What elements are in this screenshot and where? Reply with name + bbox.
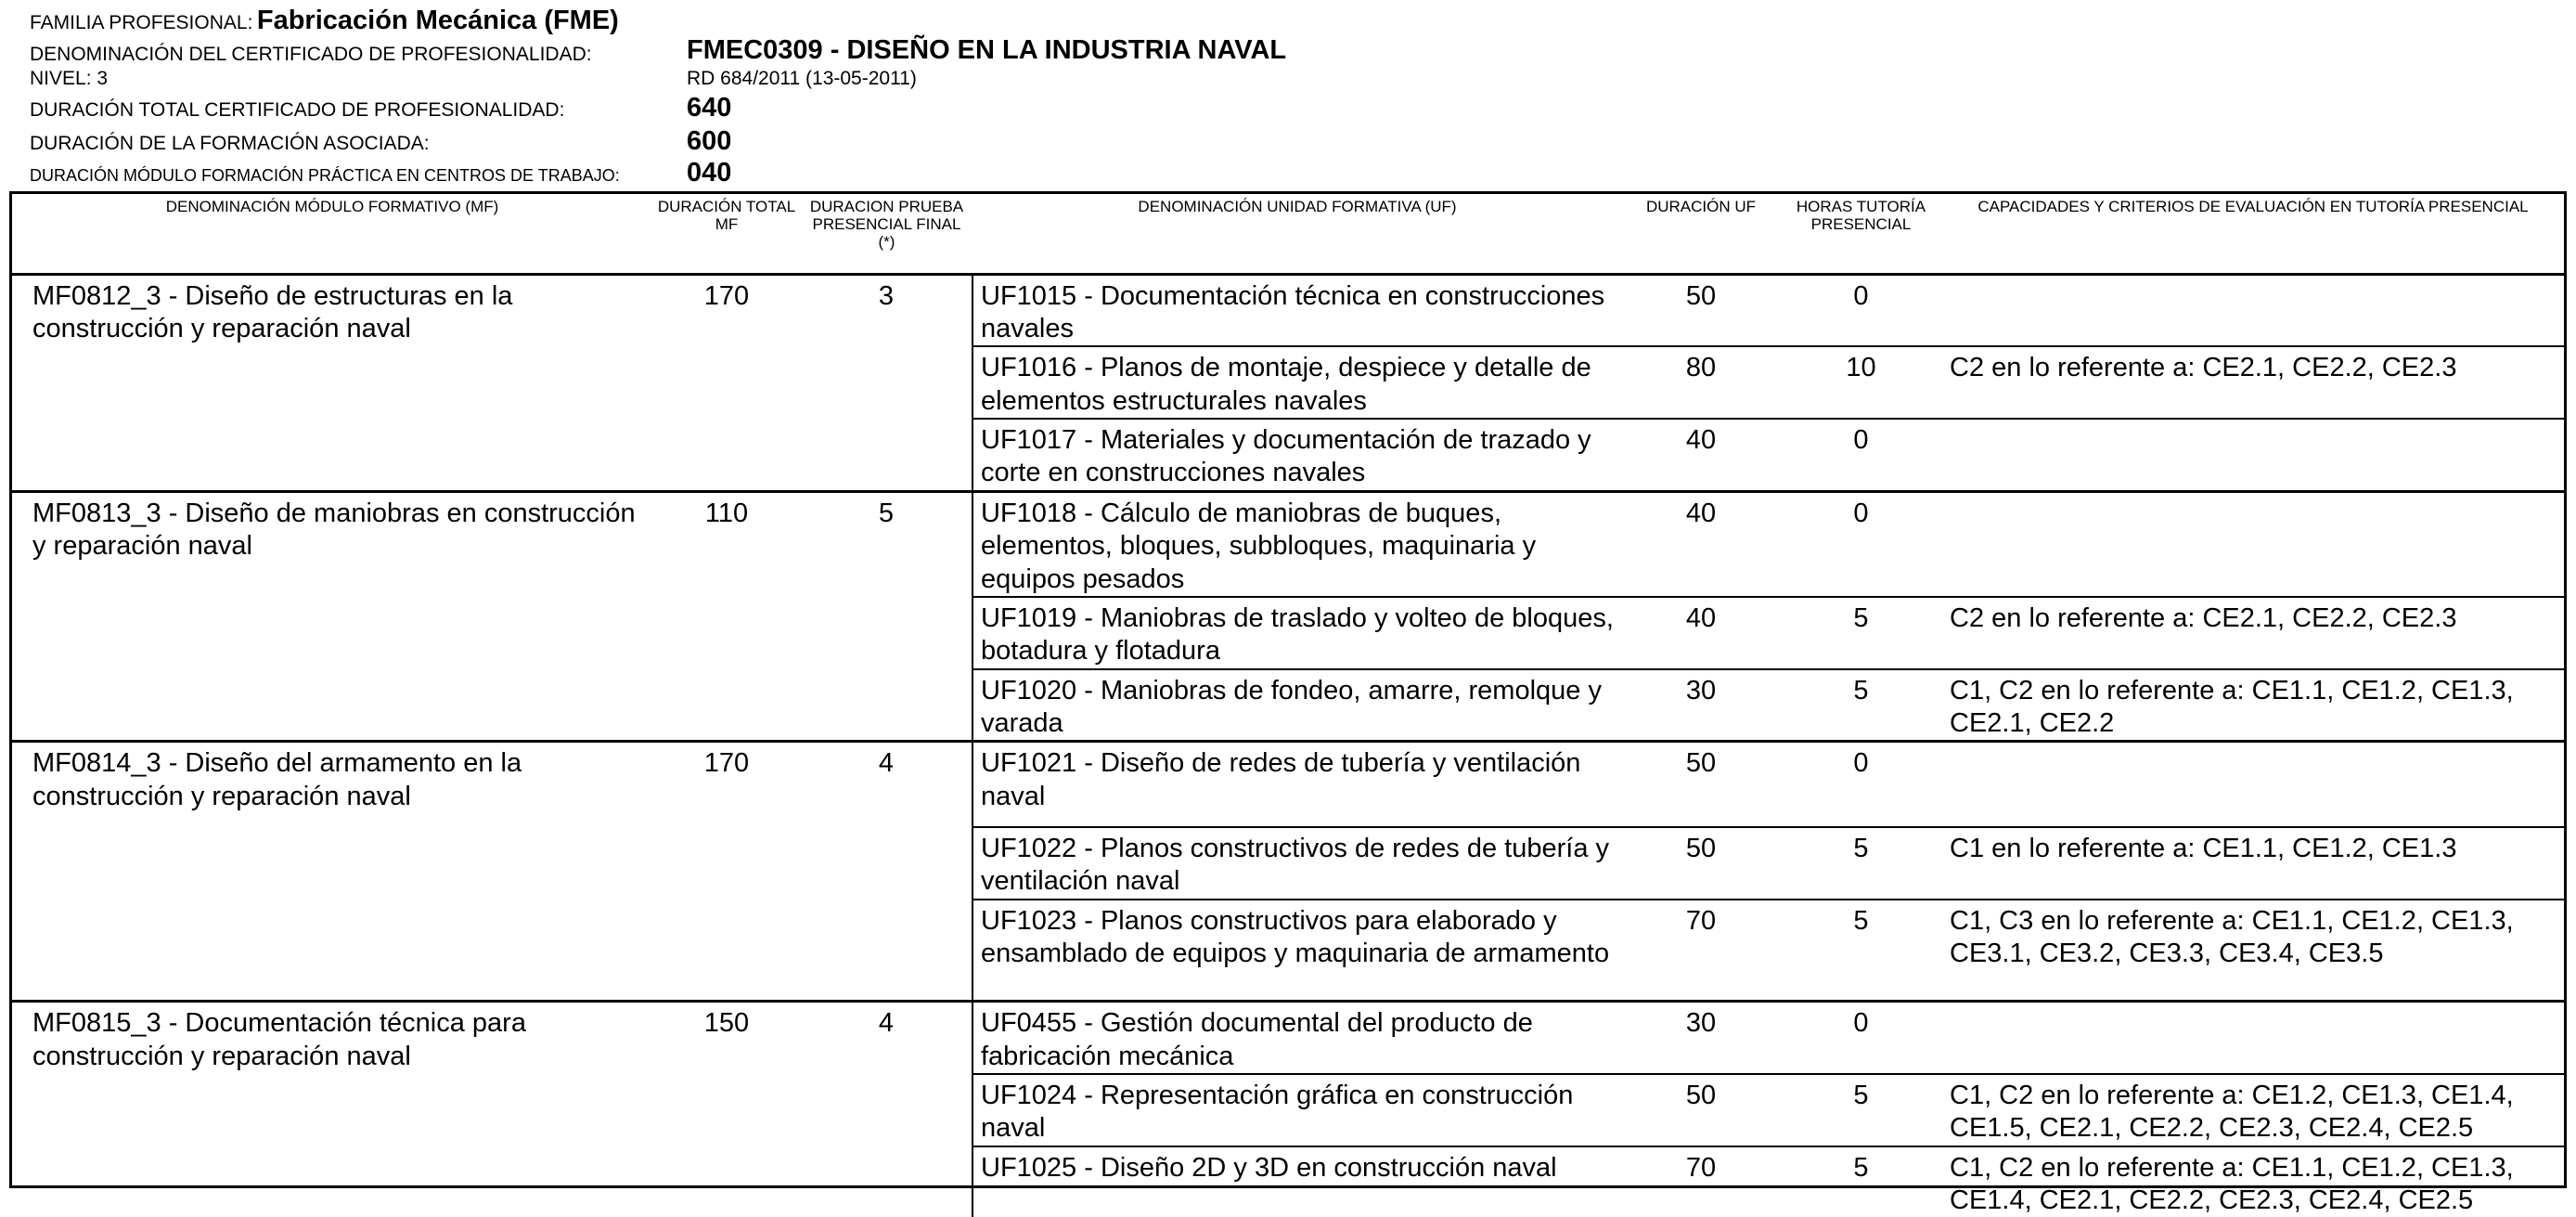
module-prueba: 5	[801, 491, 972, 742]
table-row	[12, 1002, 2564, 1074]
unit-capacidades	[1942, 274, 2564, 346]
unit-capacidades	[1942, 742, 2564, 827]
unit-capacidades: C2 en lo referente a: CE2.1, CE2.2, CE2.3	[1942, 346, 2564, 419]
unit-horas: 0	[1780, 491, 1942, 597]
col-header-mf: DENOMINACIÓN MÓDULO FORMATIVO (MF)	[165, 198, 499, 215]
unit-name: UF1018 - Cálculo de maniobras de buques, elementos, bloques, subbloques, maquinaria y equipos pesados	[972, 491, 1622, 597]
unit-duracion: 50	[1622, 827, 1780, 900]
unit-name: UF1019 - Maniobras de traslado y volteo de bloques, botadura y flotadura	[972, 597, 1622, 669]
familia-label: FAMILIA PROFESIONAL:	[30, 12, 253, 33]
unit-horas: 5	[1780, 597, 1942, 669]
table-row	[12, 742, 2564, 827]
unit-capacidades: C1 en lo referente a: CE1.1, CE1.2, CE1.3	[1942, 827, 2564, 900]
unit-name: UF1025 - Diseño 2D y 3D en construcción naval	[972, 1146, 1622, 1217]
unit-capacidades: C1, C3 en lo referente a: CE1.1, CE1.2, CE1.3, CE3.1, CE3.2, CE3.3, CE3.4, CE3.5	[1942, 900, 2564, 1002]
module-name: MF0815_3 - Documentación técnica para construcción y reparación naval	[12, 1002, 652, 1217]
duracion-formacion-label: DURACIÓN DE LA FORMACIÓN ASOCIADA:	[30, 133, 430, 154]
unit-name: UF1020 - Maniobras de fondeo, amarre, remolque y varada	[972, 669, 1622, 742]
modules-table-frame	[9, 191, 2567, 1215]
unit-capacidades	[1942, 1002, 2564, 1074]
unit-horas: 10	[1780, 346, 1942, 419]
module-total: 150	[652, 1002, 801, 1217]
denominacion-value: FMEC0309 - DISEÑO EN LA INDUSTRIA NAVAL	[687, 35, 1287, 65]
unit-horas: 0	[1780, 742, 1942, 827]
unit-name: UF0455 - Gestión documental del producto de fabricación mecánica	[972, 1002, 1622, 1074]
module-name: MF0813_3 - Diseño de maniobras en construcción y reparación naval	[12, 491, 652, 742]
unit-horas: 5	[1780, 900, 1942, 1002]
module-name: MF0812_3 - Diseño de estructuras en la construcción y reparación naval	[32, 280, 513, 343]
unit-name: UF1016 - Planos de montaje, despiece y detalle de elementos estructurales navales	[972, 346, 1622, 419]
duracion-formacion-value: 600	[687, 126, 732, 156]
unit-horas: 5	[1780, 1074, 1942, 1146]
unit-duracion: 70	[1622, 900, 1780, 1002]
unit-capacidades: C2 en lo referente a: CE2.1, CE2.2, CE2.3	[1942, 597, 2564, 669]
unit-name: UF1017 - Materiales y documentación de trazado y corte en construcciones navales	[972, 419, 1622, 491]
module-prueba: 4	[801, 742, 972, 1002]
col-header-total-mf: DURACIÓN TOTAL MF	[657, 198, 796, 234]
col-header-prueba: DURACION PRUEBA PRESENCIAL FINAL (*)	[809, 198, 964, 252]
unit-duracion: 40	[1622, 491, 1780, 597]
unit-capacidades	[1942, 491, 2564, 597]
unit-capacidades	[1942, 419, 2564, 491]
col-header-duracion-uf: DURACIÓN UF	[1645, 198, 1757, 215]
unit-horas: 5	[1780, 669, 1942, 742]
duracion-practica-label: DURACIÓN MÓDULO FORMACIÓN PRÁCTICA EN CENTROS DE TRABAJO:	[30, 166, 620, 185]
unit-name: UF1024 - Representación gráfica en construcción naval	[972, 1074, 1622, 1146]
module-total: 110	[652, 491, 801, 742]
unit-capacidades: C1, C2 en lo referente a: CE1.2, CE1.3, CE1.4, CE1.5, CE2.1, CE2.2, CE2.3, CE2.4, CE2.5	[1942, 1074, 2564, 1146]
unit-duracion: 40	[1622, 419, 1780, 491]
table-row	[12, 491, 2564, 597]
unit-name: UF1023 - Planos constructivos para elaborado y ensamblado de equipos y maquinaria de armamento	[972, 900, 1622, 1002]
unit-capacidades: C1, C2 en lo referente a: CE1.1, CE1.2, CE1.3, CE2.1, CE2.2	[1942, 669, 2564, 742]
unit-capacidades: C1, C2 en lo referente a: CE1.1, CE1.2, CE1.3, CE1.4, CE2.1, CE2.2, CE2.3, CE2.4, CE2.5	[1942, 1146, 2564, 1217]
unit-duracion: 40	[1622, 597, 1780, 669]
table-header-row	[12, 194, 2564, 274]
unit-duracion: 80	[1622, 346, 1780, 419]
unit-horas: 0	[1853, 280, 1869, 311]
duracion-total-value: 640	[687, 93, 732, 123]
unit-duracion: 50	[1685, 280, 1717, 311]
unit-duracion: 50	[1622, 1074, 1780, 1146]
modules-table	[12, 194, 2564, 1217]
nivel-label: NIVEL: 3	[30, 68, 109, 89]
module-prueba: 4	[801, 1002, 972, 1217]
unit-horas: 0	[1780, 419, 1942, 491]
unit-name: UF1015 - Documentación técnica en construcciones navales	[972, 274, 1622, 346]
denominacion-label: DENOMINACIÓN DEL CERTIFICADO DE PROFESIONALIDAD:	[30, 44, 592, 65]
table-row	[12, 274, 2564, 346]
unit-duracion: 30	[1622, 1002, 1780, 1074]
unit-horas: 5	[1780, 1146, 1942, 1217]
rd-value: RD 684/2011 (13-05-2011)	[687, 68, 917, 89]
unit-duracion: 70	[1622, 1146, 1780, 1217]
col-header-uf: DENOMINACIÓN UNIDAD FORMATIVA (UF)	[1138, 198, 1457, 215]
col-header-horas-tutoria: HORAS TUTORÍA PRESENCIAL	[1796, 198, 1926, 234]
familia-line	[30, 7, 619, 34]
unit-horas: 5	[1780, 827, 1942, 900]
col-header-capacidades: CAPACIDADES Y CRITERIOS DE EVALUACIÓN EN TUTORÍA PRESENCIAL	[1977, 198, 2529, 215]
unit-duracion: 30	[1622, 669, 1780, 742]
unit-duracion: 50	[1622, 742, 1780, 827]
module-name: MF0814_3 - Diseño del armamento en la construcción y reparación naval	[12, 742, 652, 1002]
unit-horas: 0	[1780, 1002, 1942, 1074]
module-total: 170	[652, 742, 801, 1002]
module-total: 170	[703, 280, 750, 311]
familia-value: Fabricación Mecánica (FME)	[256, 6, 619, 35]
duracion-practica-value: 040	[687, 158, 732, 188]
unit-name: UF1021 - Diseño de redes de tubería y ventilación naval	[972, 742, 1622, 827]
module-prueba: 3	[878, 280, 895, 311]
duracion-total-label: DURACIÓN TOTAL CERTIFICADO DE PROFESIONALIDAD:	[30, 99, 565, 121]
unit-name: UF1022 - Planos constructivos de redes de tubería y ventilación naval	[972, 827, 1622, 900]
